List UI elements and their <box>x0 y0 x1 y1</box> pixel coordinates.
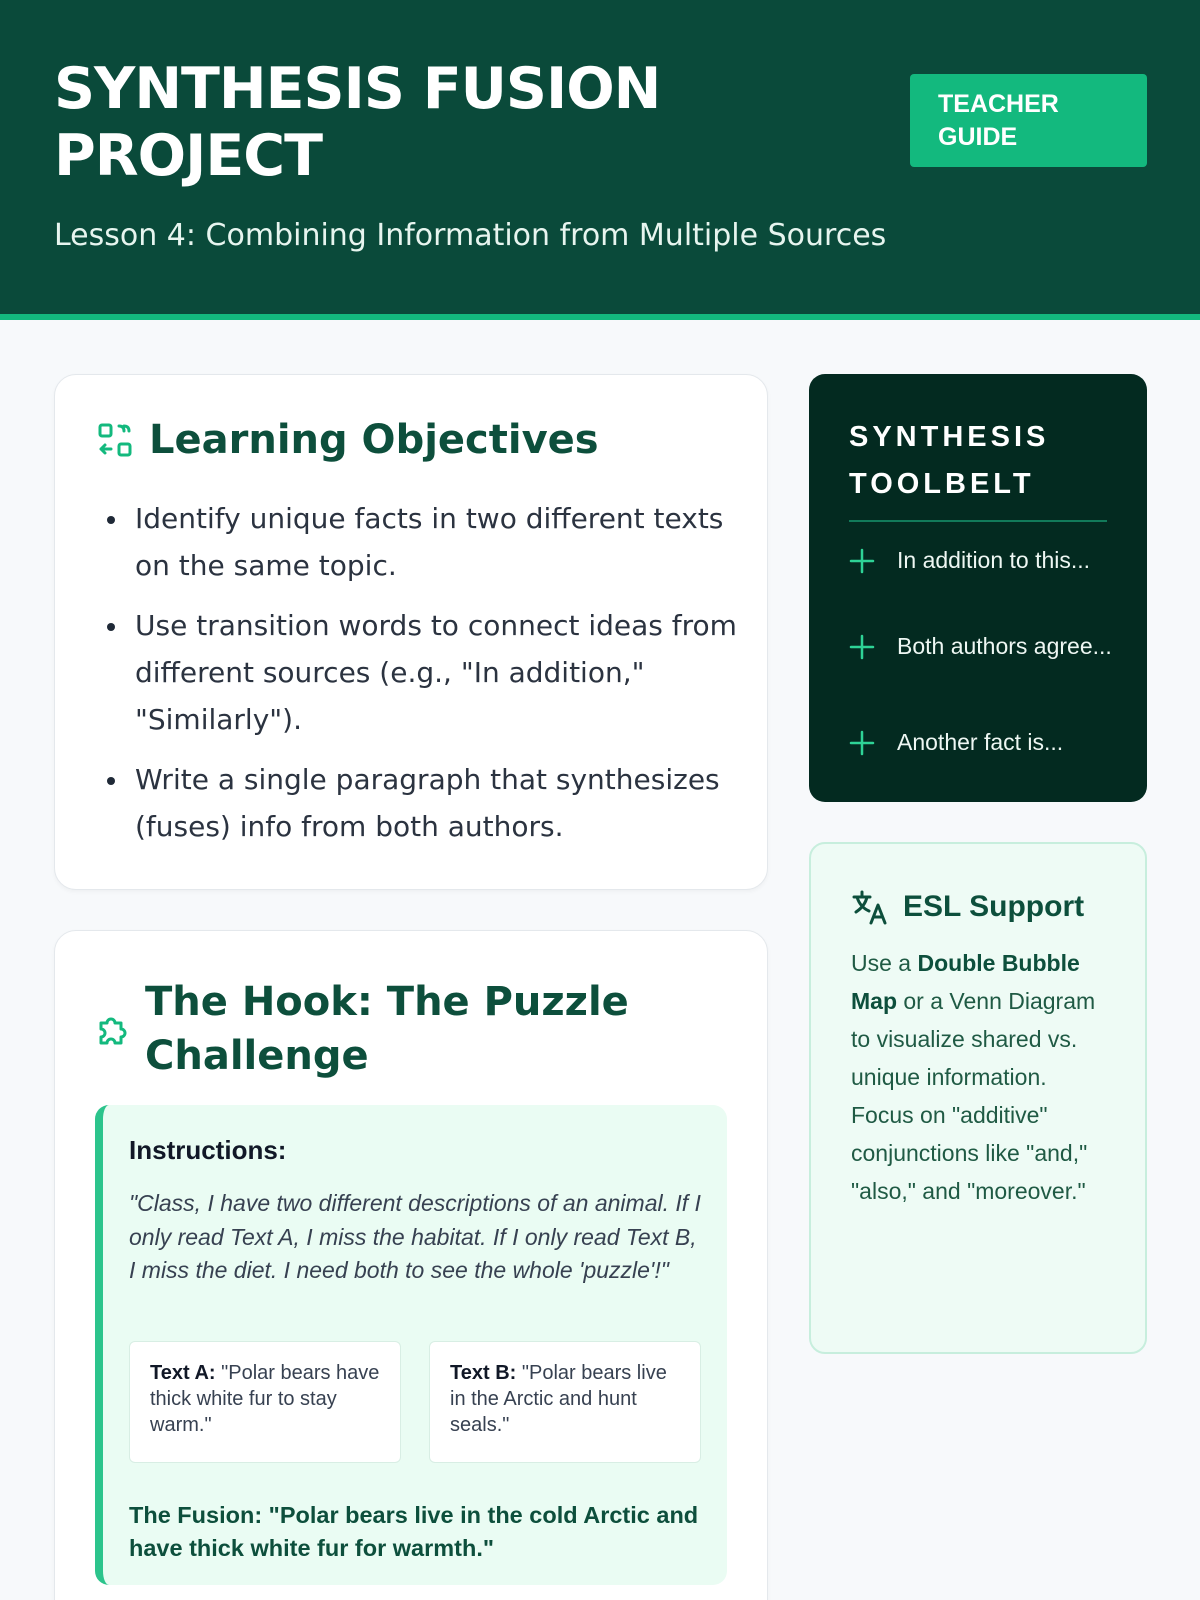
text-a-content: "Polar bears have thick white fur to stay warm." <box>150 1362 380 1436</box>
text-b-label: Text B: <box>450 1362 517 1384</box>
instructions-label: Instructions: <box>129 1135 287 1165</box>
page-header <box>0 0 1200 320</box>
hook-title: The Hook: The Puzzle Challenge <box>145 979 629 1079</box>
esl-body-prefix: Use a <box>851 950 918 976</box>
toolbelt-item-label: Another fact is... <box>897 729 1064 755</box>
learning-objectives-card <box>54 374 768 890</box>
route-icon <box>97 422 133 458</box>
list-item: Identify unique facts in two different texts on the same topic. <box>97 495 737 589</box>
toolbelt-item-label: Both authors agree... <box>897 633 1112 659</box>
translate-icon <box>851 888 889 926</box>
text-a-label: Text A: <box>150 1362 216 1384</box>
list-item <box>849 544 1119 577</box>
esl-body-bold: Double Bubble Map <box>851 950 1080 1014</box>
hook-heading <box>95 975 715 1083</box>
esl-body-rest: or a Venn Diagram to visualize shared vs. unique information. Focus on "additive" conjunctions like "and," "also," and "moreover." <box>851 988 1096 1204</box>
learning-objectives-heading <box>97 415 599 465</box>
instructions-quote: "Class, I have two different descriptions of an animal. If I only read Text A, I miss the habitat. If I only read Text B, I miss the diet. I need both to see the whole 'puzzle'!" <box>129 1190 701 1283</box>
list-item <box>849 726 1119 759</box>
plus-icon <box>849 730 875 756</box>
synthesis-toolbelt-panel <box>809 374 1147 802</box>
page-title: SYNTHESIS FUSION PROJECT <box>54 56 661 189</box>
esl-title: ESL Support <box>903 890 1085 923</box>
plus-icon <box>849 634 875 660</box>
objectives-list <box>97 495 737 863</box>
text-b-content: "Polar bears live in the Arctic and hunt seals." <box>450 1362 667 1436</box>
teacher-guide-badge: TEACHER GUIDE <box>910 74 1147 167</box>
esl-support-panel <box>809 842 1147 1354</box>
fusion-statement: The Fusion: "Polar bears live in the cold Arctic and have thick white fur for warmth." <box>129 1502 699 1561</box>
plus-icon <box>849 548 875 574</box>
list-item: Use transition words to connect ideas from different sources (e.g., "In addition," "Similarly"). <box>97 602 737 743</box>
learning-objectives-title: Learning Objectives <box>149 417 599 463</box>
toolbelt-title: SYNTHESIS TOOLBELT <box>849 421 1050 500</box>
esl-heading <box>851 888 1084 926</box>
list-item <box>849 630 1119 663</box>
instructions-box <box>95 1105 727 1585</box>
list-item: Write a single paragraph that synthesizes (fuses) info from both authors. <box>97 756 737 850</box>
text-b-box <box>429 1341 701 1463</box>
hook-card <box>54 930 768 1600</box>
page-subtitle: Lesson 4: Combining Information from Multiple Sources <box>54 218 887 253</box>
toolbelt-divider <box>849 520 1107 522</box>
esl-body <box>851 944 1107 1210</box>
toolbelt-item-label: In addition to this... <box>897 547 1091 573</box>
puzzle-icon <box>95 1011 131 1047</box>
text-a-box <box>129 1341 401 1463</box>
